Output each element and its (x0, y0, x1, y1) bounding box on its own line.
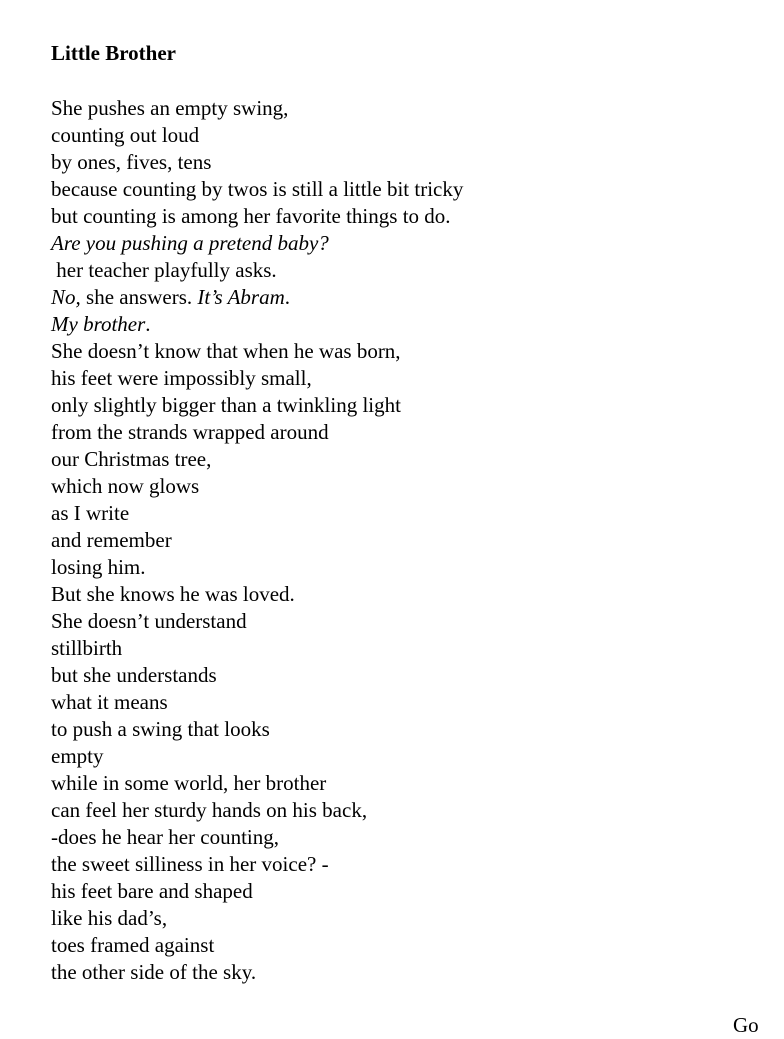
poem-line-segment: like his dad’s, (51, 906, 168, 930)
poem-line-segment: and remember (51, 528, 172, 552)
poem-line (51, 581, 751, 608)
poem-line (51, 149, 751, 176)
poem-line (51, 392, 751, 419)
poem-line-segment: It’s Abram (197, 285, 285, 309)
poem-line (51, 851, 751, 878)
poem-line-segment: only slightly bigger than a twinkling light (51, 393, 401, 417)
poem-line (51, 284, 751, 311)
poem-line (51, 770, 751, 797)
poem-line (51, 311, 751, 338)
poem-line-segment: She doesn’t know that when he was born, (51, 339, 401, 363)
poem-line (51, 743, 751, 770)
poem-line-segment: our Christmas tree, (51, 447, 212, 471)
poem-line (51, 932, 751, 959)
poem-line (51, 446, 751, 473)
poem-line (51, 500, 751, 527)
poem-line (51, 824, 751, 851)
poem-line-segment: to push a swing that looks (51, 717, 270, 741)
poem-line-segment: which now glows (51, 474, 200, 498)
poem-line (51, 662, 751, 689)
poem-body (51, 95, 751, 986)
poem-line-segment: his feet were impossibly small, (51, 366, 312, 390)
document-page (51, 40, 751, 986)
poem-line-segment: . (284, 285, 290, 309)
poem-line-segment: while in some world, her brother (51, 771, 327, 795)
poem-line-segment: -does he hear her counting, (51, 825, 279, 849)
poem-line-segment: the other side of the sky. (51, 960, 257, 984)
poem-line (51, 959, 751, 986)
poem-line-segment: can feel her sturdy hands on his back, (51, 798, 368, 822)
poem-line (51, 230, 751, 257)
poem-line (51, 554, 751, 581)
poem-line-segment: her teacher playfully asks. (51, 258, 277, 282)
poem-line (51, 338, 751, 365)
poem-line-segment: counting out loud (51, 123, 200, 147)
poem-line-segment: She doesn’t understand (51, 609, 247, 633)
poem-line-segment: but she understands (51, 663, 217, 687)
poem-line-segment: from the strands wrapped around (51, 420, 329, 444)
footer-text-fragment: Go (733, 1013, 759, 1037)
poem-line (51, 419, 751, 446)
poem-title: Little Brother (51, 41, 176, 65)
poem-line-segment: empty (51, 744, 104, 768)
poem-line-segment: . (145, 312, 151, 336)
poem-line (51, 608, 751, 635)
poem-line (51, 716, 751, 743)
poem-line-segment: but counting is among her favorite things to do. (51, 204, 451, 228)
poem-line-segment: She pushes an empty swing, (51, 96, 289, 120)
poem-line-segment: as I write (51, 501, 130, 525)
poem-line-segment: stillbirth (51, 636, 123, 660)
poem-line (51, 176, 751, 203)
poem-line (51, 635, 751, 662)
poem-line (51, 257, 751, 284)
poem-line (51, 473, 751, 500)
poem-line-segment: the sweet silliness in her voice? - (51, 852, 329, 876)
poem-line (51, 797, 751, 824)
poem-line-segment: losing him. (51, 555, 146, 579)
poem-line (51, 122, 751, 149)
poem-line (51, 527, 751, 554)
poem-line (51, 95, 751, 122)
poem-line-segment: But she knows he was loved. (51, 582, 295, 606)
poem-line-segment: because counting by twos is still a little bit tricky (51, 177, 464, 201)
poem-line (51, 905, 751, 932)
poem-line-segment: what it means (51, 690, 168, 714)
poem-line-segment: his feet bare and shaped (51, 879, 253, 903)
poem-line-segment: Are you pushing a pretend baby? (51, 231, 329, 255)
poem-line-segment: No, (51, 285, 81, 309)
poem-line (51, 365, 751, 392)
poem-line (51, 878, 751, 905)
poem-line-segment: My brother (51, 312, 146, 336)
poem-line-segment: toes framed against (51, 933, 215, 957)
poem-line-segment: she answers. (80, 285, 198, 309)
poem-line (51, 203, 751, 230)
poem-line (51, 689, 751, 716)
poem-line-segment: by ones, fives, tens (51, 150, 212, 174)
